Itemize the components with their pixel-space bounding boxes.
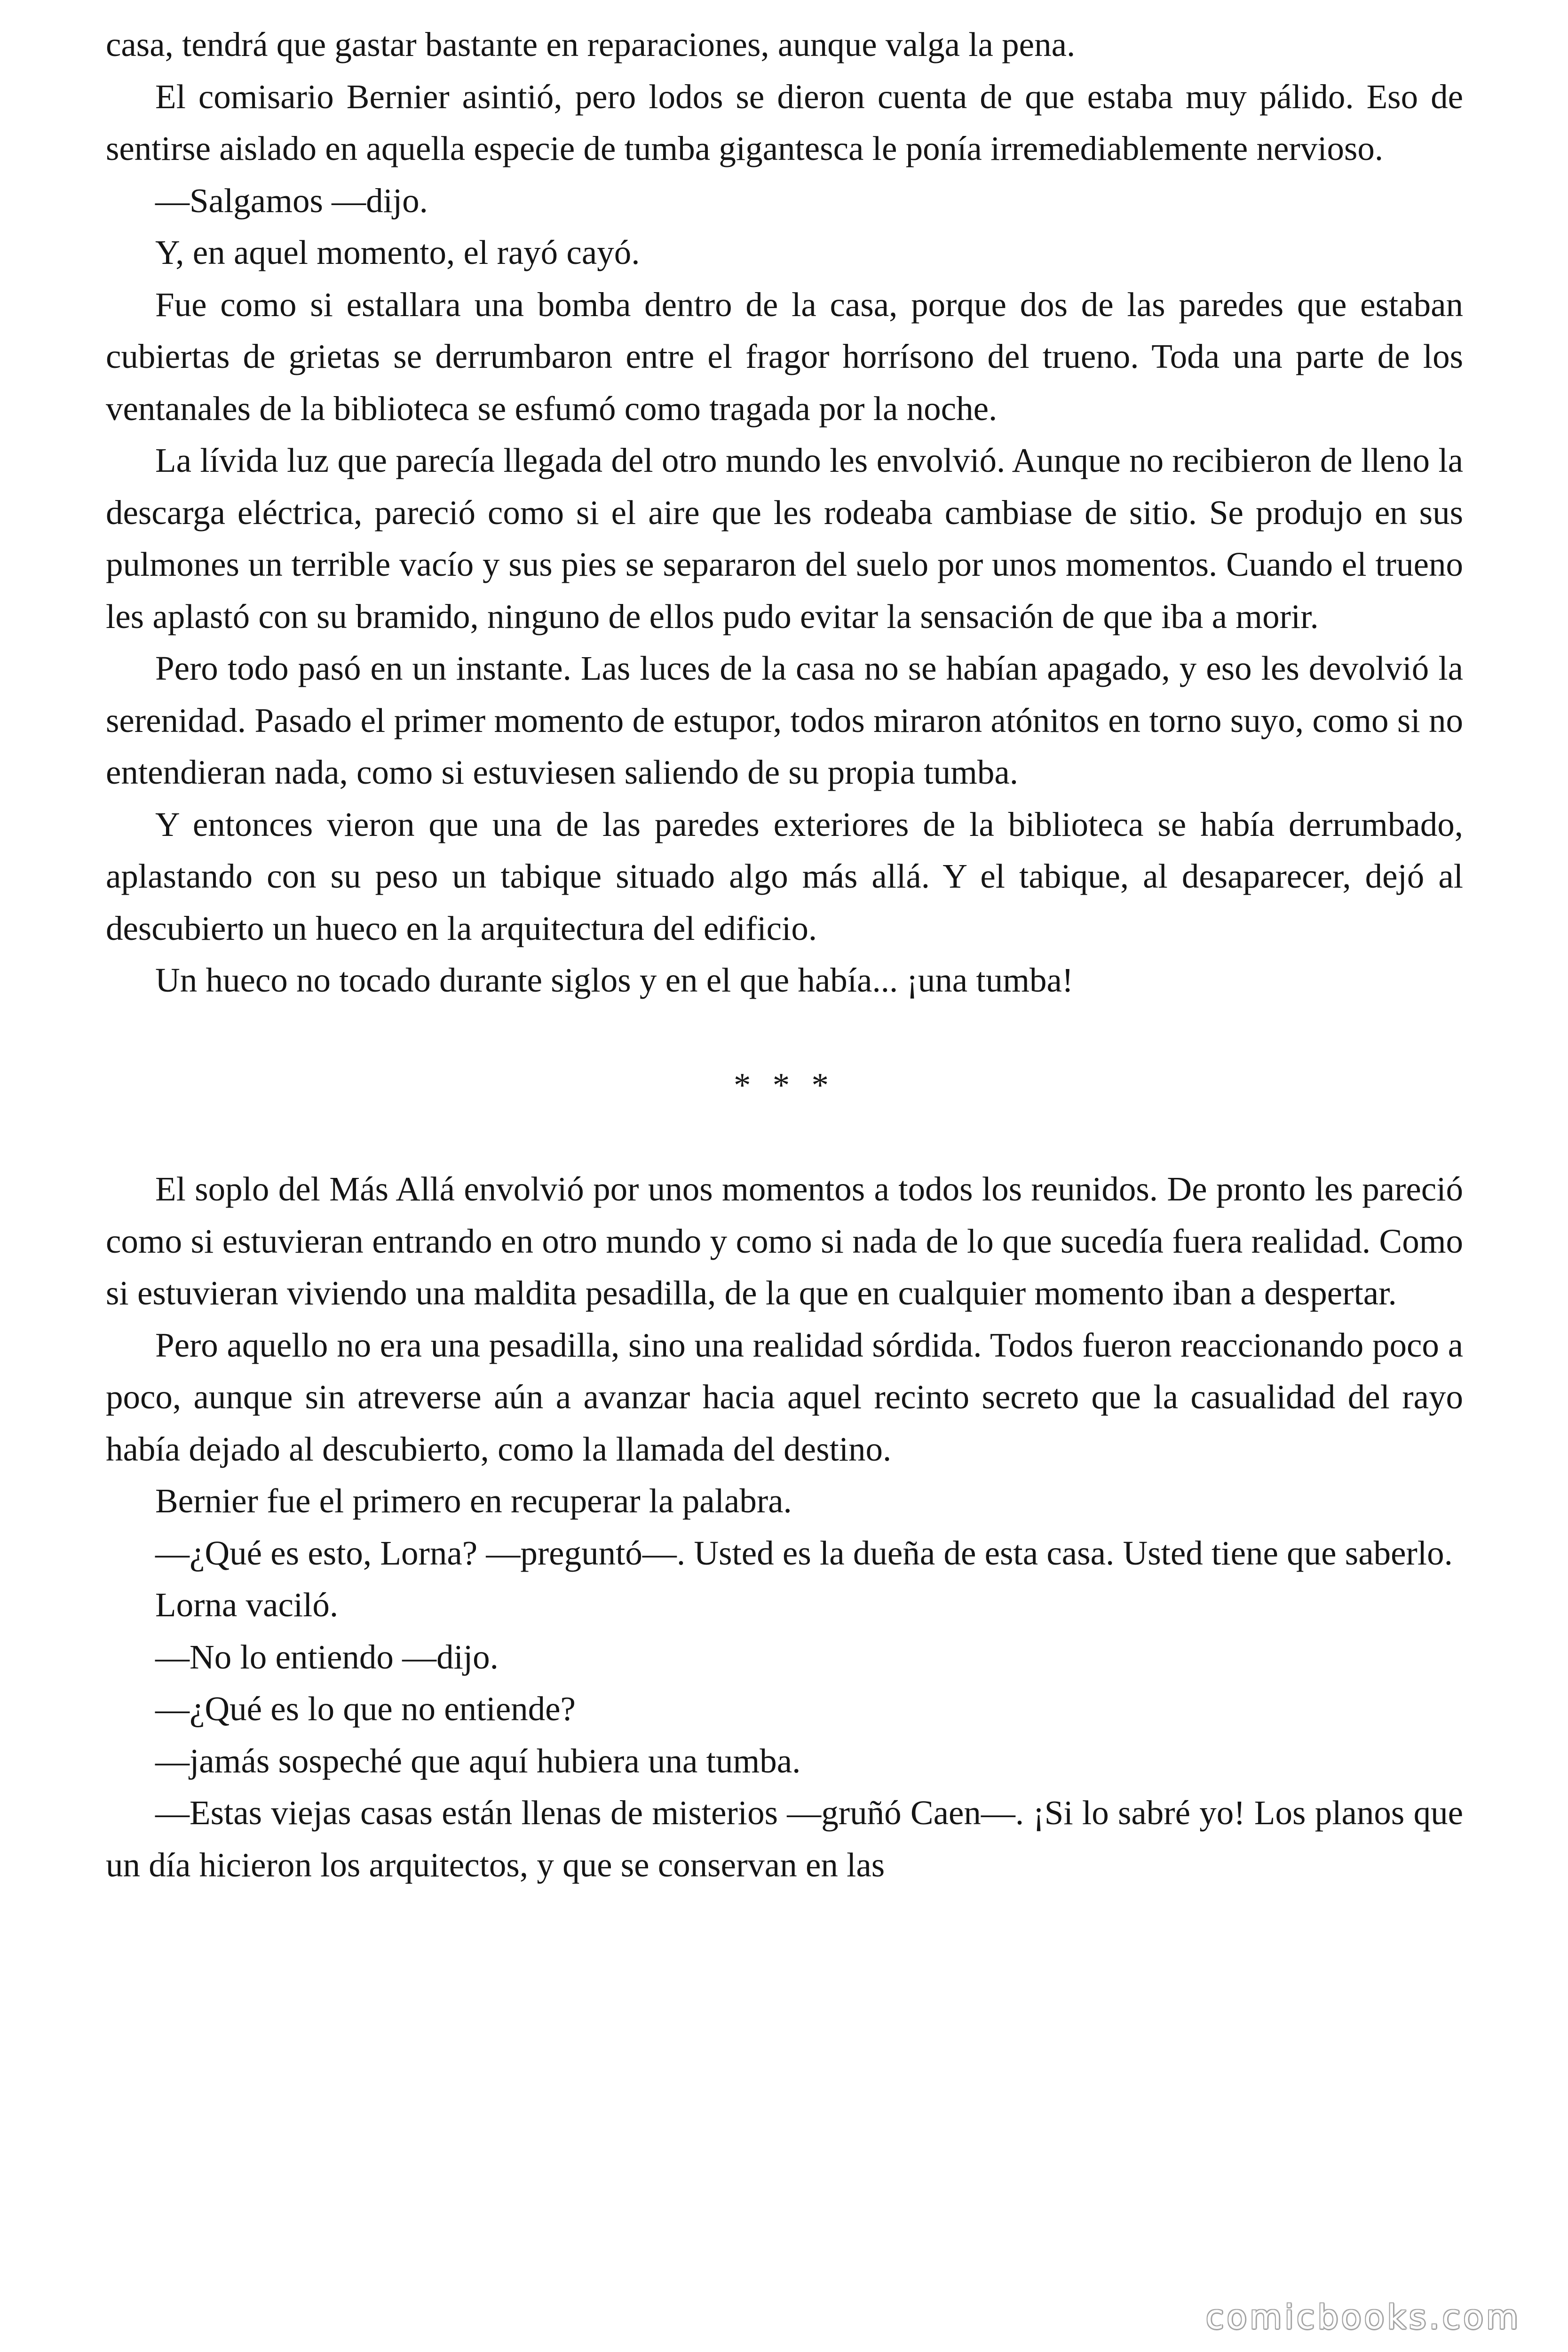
paragraph: —¿Qué es lo que no entiende? [155,1690,576,1728]
paragraph: Y entonces vieron que una de las paredes exteriores de la biblioteca se había derrumbado, aplastando con su peso un tabique situado algo más allá. Y el tabique, al desaparecer, dejó al descubierto un hueco en la arquitectura del edificio. [106,805,1463,947]
paragraph: Fue como si estallara una bomba dentro de la casa, porque dos de las paredes que estaban cubiertas de grietas se derrumbaron entre el fragor horrísono del trueno. Toda una parte de los ventanales de la biblioteca se esfumó como tragada por la noche. [106,285,1463,428]
section-break: * * * [734,1066,835,1104]
watermark: comicbooks.com [1205,2298,1521,2336]
paragraph: casa, tendrá que gastar bastante en reparaciones, aunque valga la pena. [106,25,1076,64]
paragraph: El soplo del Más Allá envolvió por unos momentos a todos los reunidos. De pronto les pareció como si estuvieran entrando en otro mundo y como si nada de lo que sucedía fuera realidad. Como si estuvieran viviendo una maldita pesadilla, de la que en cualquier momento iban a despertar. [106,1170,1463,1312]
paragraph: Pero todo pasó en un instante. Las luces de la casa no se habían apagado, y eso les devolvió la serenidad. Pasado el primer momento de estupor, todos miraron atónitos en torno suyo, como si no entendieran nada, como si estuviesen saliendo de su propia tumba. [106,649,1463,791]
paragraph: Pero aquello no era una pesadilla, sino una realidad sórdida. Todos fueron reaccionando poco a poco, aunque sin atreverse aún a avanzar hacia aquel recinto secreto que la casualidad del rayo había dejado al descubierto, como la llamada del destino. [106,1326,1463,1468]
paragraph: —Estas viejas casas están llenas de misterios —gruñó Caen—. ¡Si lo sabré yo! Los planos que un día hicieron los arquitectos, y que se conservan en las [106,1794,1463,1884]
paragraph: —¿Qué es esto, Lorna? —preguntó—. Usted es la dueña de esta casa. Usted tiene que saberlo. [155,1534,1453,1572]
paragraph: —No lo entiendo —dijo. [155,1637,499,1676]
section-break-spacer [106,1112,1463,1164]
paragraph: —jamás sospeché que aquí hubiera una tumba. [155,1741,801,1780]
book-page [106,19,1463,1891]
paragraph: —Salgamos —dijo. [155,181,428,220]
section-break-spacer [106,1007,1463,1059]
paragraph: Y, en aquel momento, el rayó cayó. [155,233,640,271]
paragraph: Bernier fue el primero en recuperar la palabra. [155,1482,792,1520]
paragraph: Un hueco no tocado durante siglos y en el que había... ¡una tumba! [155,961,1074,999]
paragraph: El comisario Bernier asintió, pero lodos se dieron cuenta de que estaba muy pálido. Eso de sentirse aislado en aquella especie de tumba gigantesca le ponía irremediablemente nervioso. [106,77,1463,167]
paragraph: Lorna vaciló. [155,1586,339,1624]
paragraph: La lívida luz que parecía llegada del otro mundo les envolvió. Aunque no recibieron de lleno la descarga eléctrica, pareció como si el aire que les rodeaba cambiase de sitio. Se produjo en sus pulmones un terrible vacío y sus pies se separaron del suelo por unos momentos. Cuando el trueno les aplastó con su bramido, ninguno de ellos pudo evitar la sensación de que iba a morir. [106,441,1463,636]
